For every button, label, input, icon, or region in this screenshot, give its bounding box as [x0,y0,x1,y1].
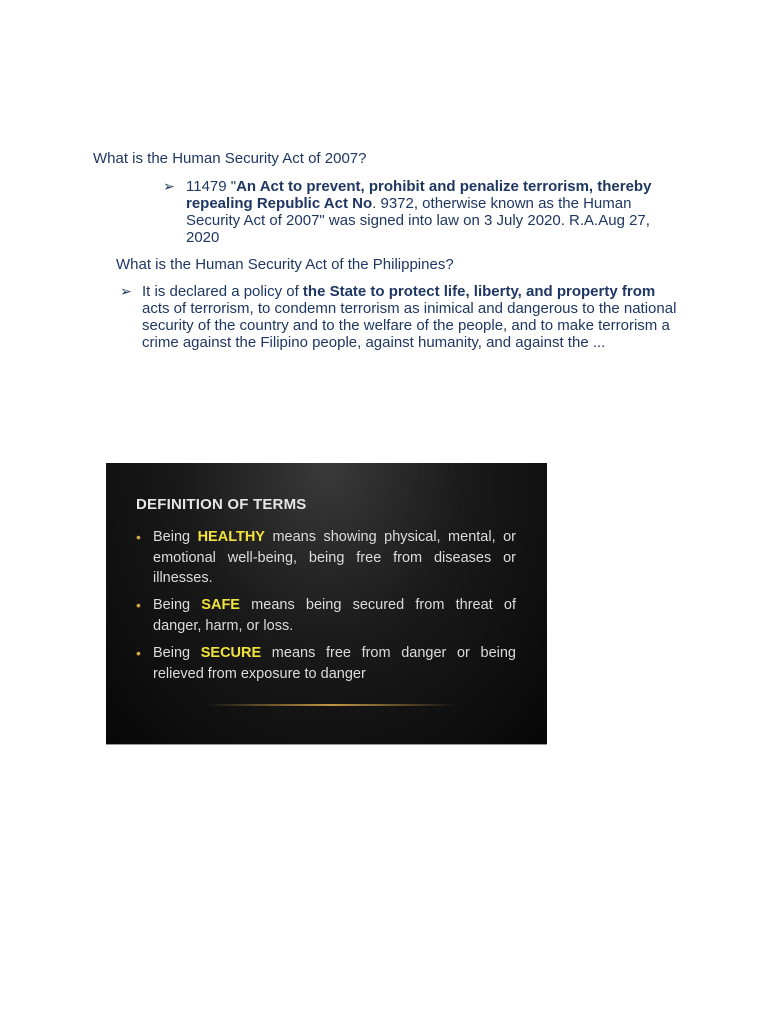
decorative-glow-line [206,704,456,706]
slide-item-pre: Being [153,529,198,545]
slide-bullet-icon: • [136,597,141,613]
slide-bullet-icon: • [136,529,141,545]
answer-bullet-2 [120,283,690,373]
answer-1-prefix: 11479 " [186,178,237,195]
arrow-bullet-icon: ➢ [163,178,175,194]
definition-slide-image [106,463,547,744]
slide-item-healthy [136,527,516,589]
answer-2-bold: the State to protect life, liberty, and property from [302,283,656,300]
answer-text-1 [186,178,683,246]
slide-item-pre: Being [153,597,202,613]
slide-title: DEFINITION OF TERMS [136,496,307,513]
answer-1-rest: . 9372, otherwise known as the Human Security Act of 2007" was signed into law on 3 July 2020. R.A.Aug 27, 2020 [186,195,650,246]
slide-item-pre: Being [153,645,201,661]
term-safe: SAFE [201,597,240,613]
slide-item-text [153,595,516,636]
slide-item-text [153,527,516,589]
answer-2-rest: acts of terrorism, to condemn terrorism as inimical and dangerous to the national security of the country and to the welfare of the people, and to make terrorism a crime against the Filipino people, against humanity, and against the ... [142,300,677,351]
answer-bullet-1 [163,178,683,248]
answer-text-2 [142,283,682,351]
slide-item-post: means showing physical, mental, or emotional well-being, being free from diseases or illnesses. [153,529,516,586]
answer-1-bold: An Act to prevent, prohibit and penalize terrorism, thereby repealing Republic Act No [186,178,652,212]
slide-bullet-icon: • [136,645,141,661]
slide-item-text [153,643,516,684]
answer-2-prefix: It is declared a policy of [142,283,303,300]
slide-item-safe [136,595,516,636]
slide-item-post: means being secured from threat of danger, harm, or loss. [153,597,516,634]
term-secure: SECURE [200,645,262,661]
slide-item-secure [136,643,516,684]
arrow-bullet-icon: ➢ [120,283,132,299]
question-heading-1: What is the Human Security Act of 2007? [93,150,367,167]
term-healthy: HEALTHY [197,529,265,545]
question-heading-2: What is the Human Security Act of the Philippines? [116,256,454,273]
slide-item-post: means free from danger or being relieved from exposure to danger [153,645,517,682]
